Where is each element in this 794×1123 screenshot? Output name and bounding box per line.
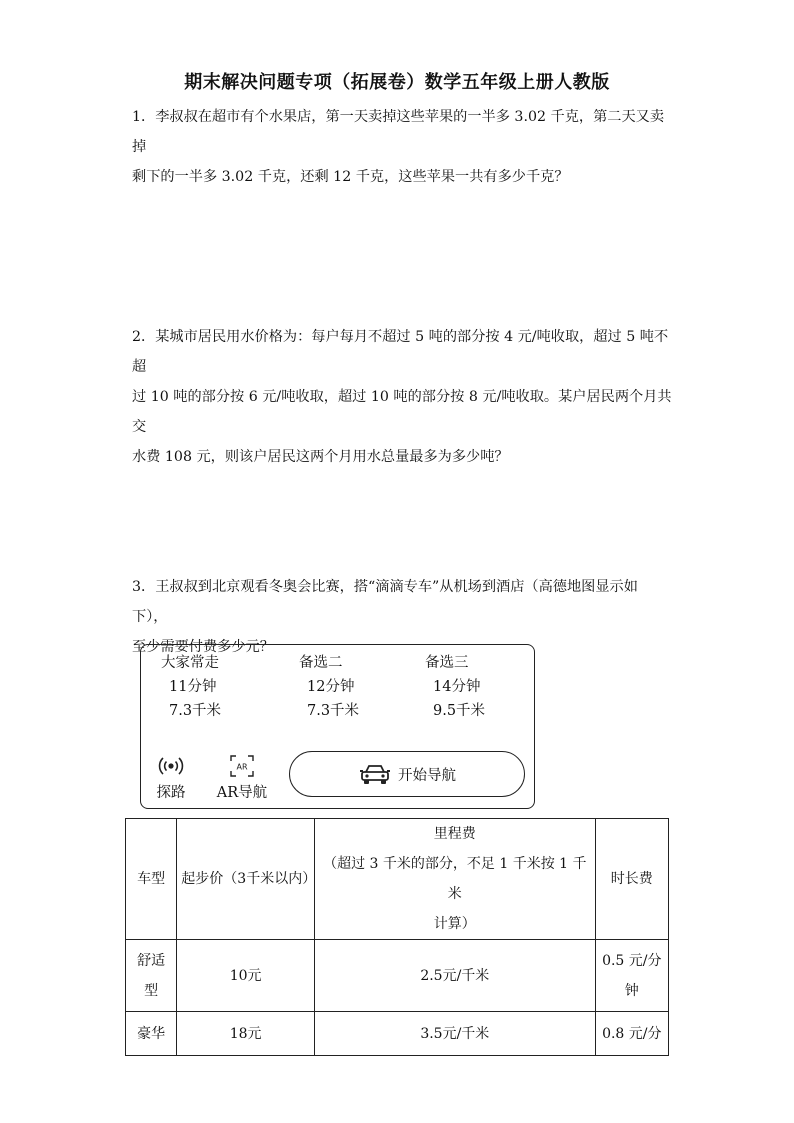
cell-base: 18元 [177, 1012, 315, 1056]
question-2 [132, 322, 672, 472]
cell-type-line-1: 舒适 [137, 952, 166, 969]
table-row [126, 940, 669, 1012]
ar-navigation-button[interactable] [211, 753, 273, 802]
ar-navigation-label: AR导航 [216, 785, 268, 801]
table-row [126, 1012, 669, 1056]
cell-type [126, 1012, 177, 1056]
explore-label: 探路 [156, 785, 186, 801]
route-option-common[interactable] [161, 651, 221, 723]
route-time: 11分钟 [169, 679, 217, 695]
route-distance: 7.3千米 [307, 703, 360, 719]
cell-time [595, 1012, 668, 1056]
question-1-line-2: 剩下的一半多 3.02 千克，还剩 12 千克，这些苹果一共有多少千克？ [132, 169, 569, 185]
cell-time-line-2: 钟 [624, 982, 639, 999]
header-cell-mileage [315, 819, 596, 940]
cell-time-line-1: 0.8 元/分 [602, 1025, 662, 1042]
broadcast-icon [156, 753, 186, 779]
route-time: 14分钟 [433, 679, 481, 695]
ar-icon-text: AR [236, 762, 248, 772]
cell-base: 10元 [177, 940, 315, 1012]
route-option-alt-2[interactable] [299, 651, 359, 723]
car-icon [358, 761, 392, 787]
mileage-title: 里程费 [433, 826, 476, 842]
route-option-alt-3[interactable] [425, 651, 485, 723]
cell-type-line-1: 豪华 [137, 1025, 166, 1042]
route-name: 备选三 [425, 655, 469, 671]
document-title: 期末解决问题专项（拓展卷）数学五年级上册人教版 [184, 72, 610, 93]
explore-button[interactable] [153, 753, 189, 802]
question-2-line-1: 2．某城市居民用水价格为：每户每月不超过 5 吨的部分按 4 元/吨收取，超过 5 吨不超 [132, 329, 669, 375]
cell-mileage: 2.5元/千米 [315, 940, 596, 1012]
route-distance: 9.5千米 [433, 703, 486, 719]
cell-mileage: 3.5元/千米 [315, 1012, 596, 1056]
route-name: 备选二 [299, 655, 343, 671]
header-cell-base: 起步价（3千米以内） [177, 819, 315, 940]
question-2-line-2: 过 10 吨的部分按 6 元/吨收取，超过 10 吨的部分按 8 元/吨收取。某户居民两个月共交 [132, 389, 672, 435]
cell-type [126, 940, 177, 1012]
cell-type-line-2: 型 [144, 982, 159, 999]
table-header-row [126, 819, 669, 940]
mileage-note-line-1: （超过 3 千米的部分，不足 1 千米按 1 千米 [323, 856, 587, 902]
navigation-card [140, 644, 535, 809]
question-2-line-3: 水费 108 元，则该户居民这两个月用水总量最多为多少吨？ [132, 449, 509, 465]
start-navigation-label: 开始导航 [398, 767, 456, 784]
mileage-note-line-2: 计算） [433, 916, 476, 932]
question-1-line-1: 1．李叔叔在超市有个水果店，第一天卖掉这些苹果的一半多 3.02 千克，第二天又卖掉 [132, 109, 665, 155]
start-navigation-button[interactable] [289, 751, 525, 797]
question-3-line-2: 至少需要付费多少元？ [132, 639, 274, 655]
header-cell-type: 车型 [126, 819, 177, 940]
ar-scan-icon [228, 753, 256, 779]
route-name: 大家常走 [161, 655, 219, 671]
route-distance: 7.3千米 [169, 703, 222, 719]
question-3-line-1: 3．王叔叔到北京观看冬奥会比赛，搭“滴滴专车”从机场到酒店（高德地图显示如下）， [132, 579, 638, 625]
cell-time-line-1: 0.5 元/分 [602, 952, 662, 969]
question-1 [132, 102, 672, 192]
cell-time [595, 940, 668, 1012]
header-cell-time: 时长费 [595, 819, 668, 940]
route-time: 12分钟 [307, 679, 355, 695]
fare-table [125, 818, 669, 1056]
